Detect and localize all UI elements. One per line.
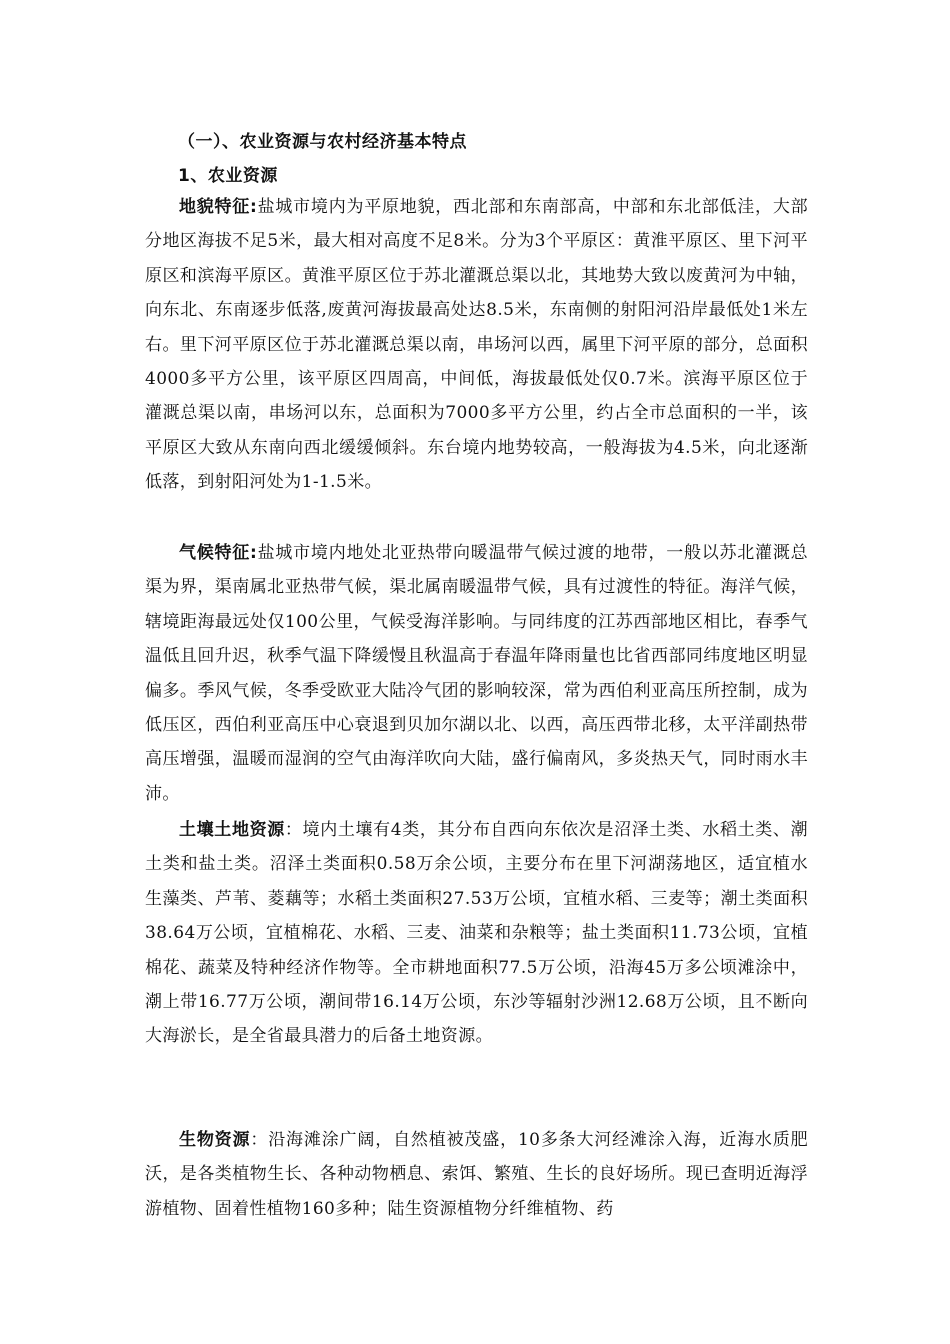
climate-term: 气候特征: bbox=[179, 543, 258, 563]
landform-paragraph bbox=[145, 190, 808, 500]
soil-term: 土壤土地资源 bbox=[179, 820, 285, 840]
soil-paragraph bbox=[145, 813, 808, 1054]
climate-text: 盐城市境内地处北亚热带向暖温带气候过渡的地带，一般以苏北灌溉总渠为界，渠南属北亚热带气候，渠北属南暖温带气候，具有过渡性的特征。海洋气候，辖境距海最远处仅100公里，气候受海洋影响。与同纬度的江苏西部地区相比，春季气温低且回升迟，秋季气温下降缓慢且秋温高于春温年降雨量也比省西部同纬度地区明显偏多。季风气候，冬季受欧亚大陆冷气团的影响较深，常为西伯利亚高压所控制，成为低压区，西伯利亚高压中心衰退到贝加尔湖以北、以西，高压西带北移，太平洋副热带高压增强，温暖而湿润的空气由海洋吹向大陆，盛行偏南风，多炎热天气，同时雨水丰沛。 bbox=[145, 543, 808, 804]
bio-term: 生物资源 bbox=[179, 1130, 251, 1150]
landform-text: 盐城市境内为平原地貌，西北部和东南部高，中部和东北部低洼，大部分地区海拔不足5米，最大相对高度不足8米。分为3个平原区：黄淮平原区、里下河平原区和滨海平原区。黄淮平原区位于苏北灌溉总渠以北，其地势大致以废黄河为中轴，向东北、东南逐步低落,废黄河海拔最高处达8.5米，东南侧的射阳河沿岸最低处1米左右。里下河平原区位于苏北灌溉总渠以南，串场河以西，属里下河平原的部分，总面积4000多平方公里，该平原区四周高，中间低，海拔最低处仅0.7米。滨海平原区位于灌溉总渠以南，串场河以东，总面积为7000多平方公里，约占全市总面积的一半，该平原区大致从东南向西北缓缓倾斜。东台境内地势较高，一般海拔为4.5米，向北逐渐低落，到射阳河处为1-1.5米。 bbox=[145, 197, 808, 493]
climate-paragraph bbox=[145, 536, 808, 811]
section-heading: （一）、农业资源与农村经济基本特点 bbox=[178, 132, 467, 152]
bio-paragraph bbox=[145, 1123, 808, 1226]
soil-text: ：境内土壤有4类，其分布自西向东依次是沼泽土类、水稻土类、潮土类和盐土类。沼泽土类面积0.58万余公顷，主要分布在里下河湖荡地区，适宜植水生藻类、芦苇、菱藕等；水稻土类面积27.53万公顷，宜植水稻、三麦等；潮土类面积38.64万公顷，宜植棉花、水稻、三麦、油菜和杂粮等；盐土类面积11.73公顷，宜植棉花、蔬菜及特种经济作物等。全市耕地面积77.5万公顷，沿海45万多公顷滩涂中，潮上带16.77万公顷，潮间带16.14万公顷，东沙等辐射沙洲12.68万公顷，且不断向大海淤长，是全省最具潜力的后备土地资源。 bbox=[145, 820, 808, 1047]
landform-term: 地貌特征: bbox=[179, 197, 258, 217]
subsection-heading: 1、农业资源 bbox=[178, 166, 278, 186]
bio-text: ：沿海滩涂广阔，自然植被茂盛，10多条大河经滩涂入海，近海水质肥沃，是各类植物生长、各种动物栖息、索饵、繁殖、生长的良好场所。现已查明近海浮游植物、固着性植物160多种；陆生资源植物分纤维植物、药 bbox=[145, 1130, 808, 1219]
